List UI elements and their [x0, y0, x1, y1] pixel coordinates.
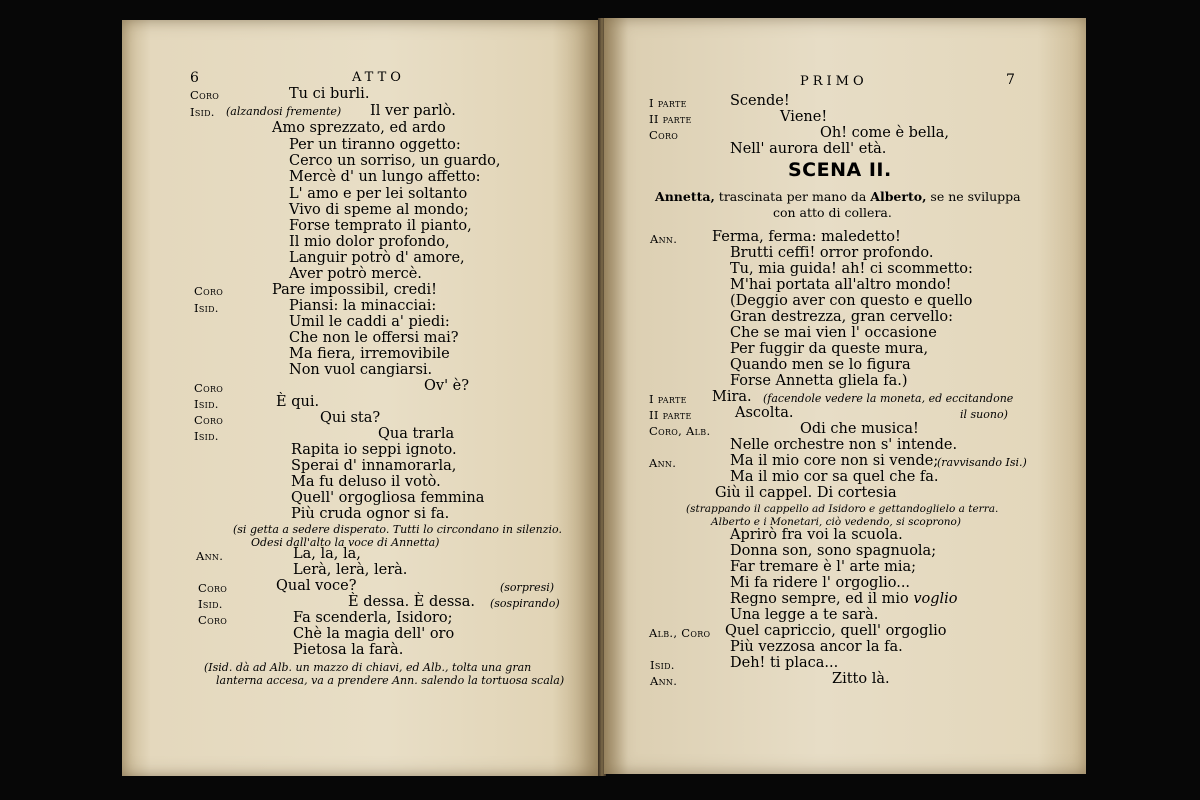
verse-line: Una legge a te sarà.	[730, 607, 879, 623]
speaker-label: Isid.	[194, 429, 219, 443]
verse-line: Scende!	[730, 93, 790, 109]
verse-line: Vivo di speme al mondo;	[289, 202, 469, 218]
verse-line: È qui.	[276, 394, 320, 410]
speaker-label: Ann.	[649, 456, 677, 470]
scene-intro: con atto di collera.	[773, 205, 892, 220]
verse-line: Oh! come è bella,	[820, 125, 950, 141]
speaker-label: Isid.	[650, 658, 675, 672]
verse-line: Il mio dolor profondo,	[289, 234, 450, 250]
speaker-label: Isid.	[190, 105, 215, 119]
verse-line: M'hai portata all'altro mondo!	[730, 277, 952, 293]
speaker-label: Ann.	[196, 549, 224, 563]
verse-line: Ma fiera, irremovibile	[289, 346, 450, 362]
stage-direction: (sorpresi)	[500, 581, 555, 594]
verse-line: Ferma, ferma: maledetto!	[712, 229, 901, 245]
verse-line: Il ver parlò.	[370, 103, 456, 119]
character-name: Annetta,	[655, 189, 715, 204]
stage-direction: (strappando il cappello ad Isidoro e gettandoglielo a terra.	[686, 503, 999, 515]
verse-line: Qual voce?	[276, 578, 357, 594]
verse-line: Chè la magia dell' oro	[293, 626, 455, 642]
scene-intro	[655, 189, 1021, 205]
verse-line: (Deggio aver con questo e quello	[730, 293, 973, 309]
verse-line: Pare impossibil, credi!	[272, 282, 437, 298]
speaker-label: Ann.	[650, 232, 678, 246]
stage-direction: (Isid. dà ad Alb. un mazzo di chiavi, ed Alb., tolta una gran	[204, 661, 532, 674]
verse-line: Viene!	[780, 109, 828, 125]
speaker-label: Coro	[194, 381, 224, 395]
verse-line: Nelle orchestre non s' intende.	[730, 437, 958, 453]
verse-line: Piansi: la minacciai:	[289, 298, 437, 314]
verse-line: Tu ci burli.	[289, 86, 370, 102]
verse-line: Quell' orgogliosa femmina	[291, 490, 485, 506]
stage-direction: (alzandosi fremente)	[226, 105, 342, 118]
stage-direction: (si getta a sedere disperato. Tutti lo circondano in silenzio.	[233, 523, 562, 536]
emphasis-word: voglio	[913, 591, 958, 607]
speaker-label: Isid.	[194, 397, 219, 411]
verse-line: Quel capriccio, quell' orgoglio	[725, 623, 947, 639]
speaker-label: Alb., Coro	[649, 626, 711, 640]
speaker-label: Isid.	[194, 301, 219, 315]
verse-line: Non vuol cangiarsi.	[289, 362, 433, 378]
verse-line: Aver potrò mercè.	[289, 266, 422, 282]
speaker-label: Ann.	[650, 674, 678, 688]
verse-text: Regno sempre, ed il mio	[730, 591, 914, 607]
verse-line: Nell' aurora dell' età.	[730, 141, 887, 157]
speaker-label: Coro, Alb.	[649, 424, 711, 438]
verse-line: Che non le offersi mai?	[289, 330, 459, 346]
speaker-label: I parte	[649, 96, 687, 110]
verse-line: L' amo e per lei soltanto	[289, 186, 468, 202]
speaker-label: II parte	[649, 408, 692, 422]
verse-line: Ascolta.	[735, 405, 794, 421]
page-number: 6	[190, 70, 199, 86]
verse-line: Più cruda ognor si fa.	[291, 506, 450, 522]
verse-line: Languir potrò d' amore,	[289, 250, 465, 266]
verse-line: Cerco un sorriso, un guardo,	[289, 153, 501, 169]
running-header: PRIMO	[800, 74, 868, 89]
verse-line: Lerà, lerà, lerà.	[293, 562, 408, 578]
verse-line: Deh! ti placa...	[730, 655, 839, 671]
character-name: Alberto,	[870, 189, 927, 204]
intro-text: se ne sviluppa	[926, 189, 1021, 204]
speaker-label: Coro	[198, 581, 228, 595]
speaker-label: I parte	[649, 392, 687, 406]
running-header: ATTO	[352, 70, 405, 85]
speaker-label: Isid.	[198, 597, 223, 611]
verse-line: Pietosa la farà.	[293, 642, 404, 658]
verse-line: È dessa. È dessa.	[348, 594, 475, 610]
stage-direction: (facendole vedere la moneta, ed eccitandone	[763, 392, 1014, 405]
verse-line: Donna son, sono spagnuola;	[730, 543, 937, 559]
verse-line: Aprirò fra voi la scuola.	[730, 527, 903, 543]
verse-line: Ma il mio cor sa quel che fa.	[730, 469, 939, 485]
verse-line: Umil le caddi a' piedi:	[289, 314, 450, 330]
speaker-label: II parte	[649, 112, 692, 126]
verse-line: Ma fu deluso il votò.	[291, 474, 441, 490]
verse-line: Mira.	[712, 389, 752, 405]
stage-direction: Alberto e i Monetari, ciò vedendo, si scoprono)	[711, 516, 961, 528]
stage-direction: lanterna accesa, va a prendere Ann. salendo la tortuosa scala)	[216, 674, 565, 687]
stage-direction: (ravvisando Isi.)	[937, 456, 1027, 469]
stage-direction: (sospirando)	[490, 597, 560, 610]
verse-line: Qui sta?	[320, 410, 381, 426]
verse-line: Forse Annetta gliela fa.)	[730, 373, 908, 389]
verse-line: Gran destrezza, gran cervello:	[730, 309, 953, 325]
verse-line: La, la, la,	[293, 546, 361, 562]
verse-line: Per un tiranno oggetto:	[289, 137, 461, 153]
verse-line: Più vezzosa ancor la fa.	[730, 639, 903, 655]
stage-direction: il suono)	[960, 408, 1008, 421]
verse-line: Amo sprezzato, ed ardo	[272, 120, 446, 136]
verse-line	[730, 591, 958, 607]
speaker-label: Coro	[190, 88, 220, 102]
verse-line: Che se mai vien l' occasione	[730, 325, 937, 341]
verse-line: Ma il mio core non si vende;	[730, 453, 939, 469]
verse-line: Tu, mia guida! ah! ci scommetto:	[730, 261, 973, 277]
page-number: 7	[1006, 72, 1015, 88]
speaker-label: Coro	[194, 284, 224, 298]
verse-line: Odi che musica!	[800, 421, 919, 437]
verse-line: Quando men se lo figura	[730, 357, 911, 373]
intro-text: trascinata per mano da	[714, 189, 871, 204]
verse-line: Far tremare è l' arte mia;	[730, 559, 917, 575]
verse-line: Forse temprato il pianto,	[289, 218, 472, 234]
speaker-label: Coro	[649, 128, 679, 142]
stage-direction: Odesi dall'alto la voce di Annetta)	[251, 536, 440, 549]
verse-line: Mercè d' un lungo affetto:	[289, 169, 481, 185]
verse-line: Qua trarla	[378, 426, 455, 442]
speaker-label: Coro	[194, 413, 224, 427]
verse-line: Ov' è?	[424, 378, 470, 394]
verse-line: Rapita io seppi ignoto.	[291, 442, 457, 458]
verse-line: Giù il cappel. Di cortesia	[715, 485, 897, 501]
scene-title: SCENA II.	[788, 159, 892, 181]
verse-line: Zitto là.	[832, 671, 890, 687]
verse-line: Fa scenderla, Isidoro;	[293, 610, 453, 626]
verse-line: Per fuggir da queste mura,	[730, 341, 929, 357]
speaker-label: Coro	[198, 613, 228, 627]
verse-line: Brutti ceffi! orror profondo.	[730, 245, 934, 261]
verse-line: Sperai d' innamorarla,	[291, 458, 457, 474]
verse-line: Mi fa ridere l' orgoglio...	[730, 575, 911, 591]
